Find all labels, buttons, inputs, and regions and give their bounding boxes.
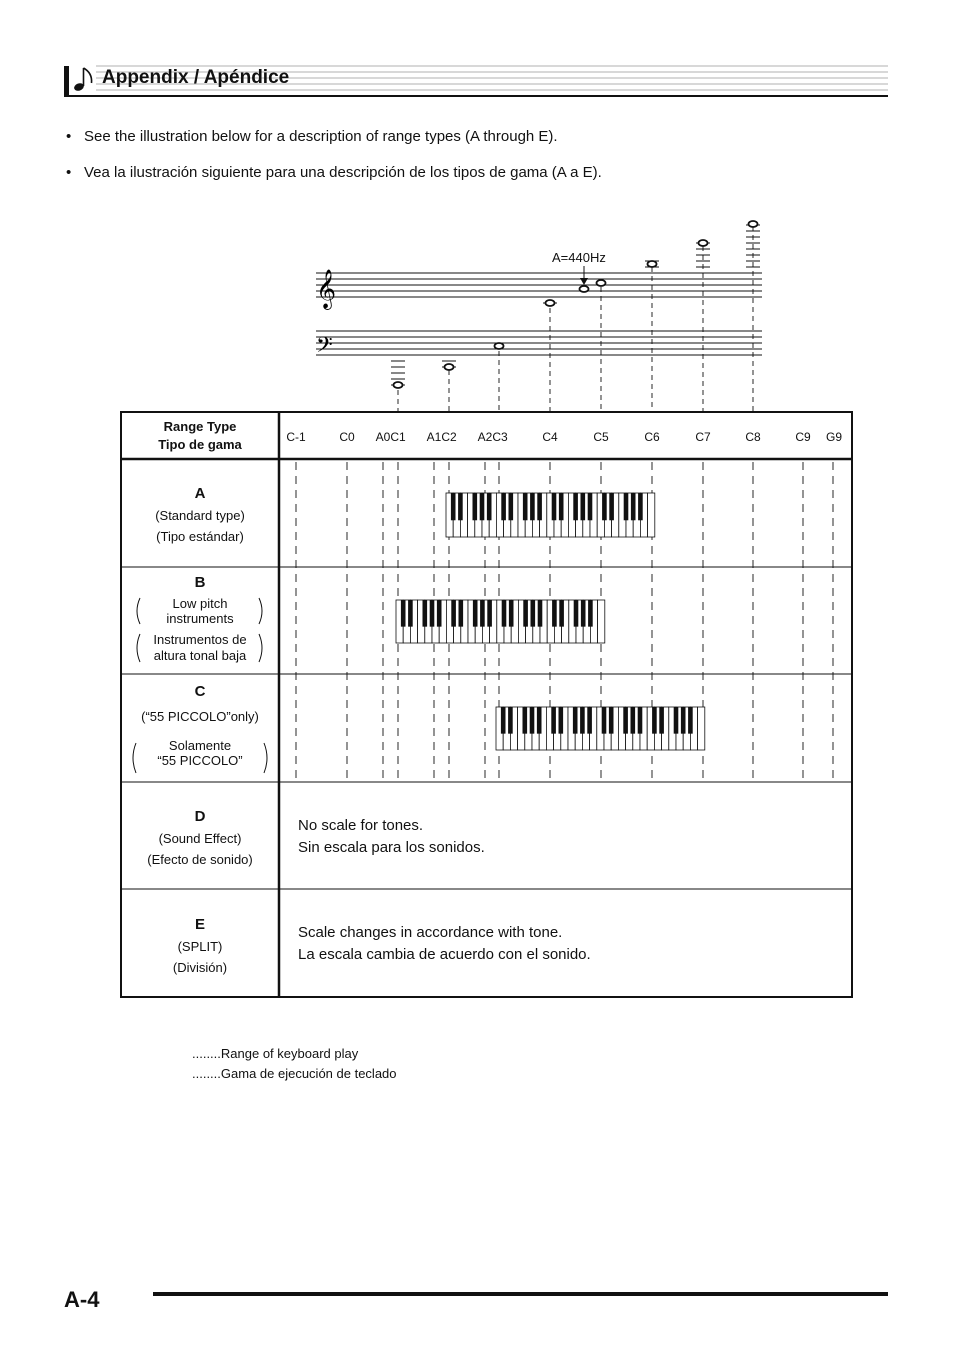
black-key xyxy=(652,707,657,734)
column-label: C-1 xyxy=(286,430,306,444)
black-key xyxy=(552,600,557,627)
black-key xyxy=(631,493,636,520)
bullet-item: • Vea la ilustración siguiente para una descripción de los tipos de gama (A a E). xyxy=(66,164,602,181)
black-key xyxy=(508,493,513,520)
black-key xyxy=(588,493,593,520)
black-key xyxy=(624,493,629,520)
black-key xyxy=(559,493,564,520)
bass-clef-icon: 𝄢 xyxy=(316,333,333,363)
black-key xyxy=(587,707,592,734)
black-key xyxy=(674,707,679,734)
bullet-text: Vea la ilustración siguiente para una descripción de los tipos de gama (A a E). xyxy=(84,164,602,181)
column-label: C6 xyxy=(644,430,660,444)
black-key xyxy=(522,707,527,734)
column-label: C4 xyxy=(542,430,558,444)
range-desc-es: altura tonal baja xyxy=(153,647,247,663)
range-desc-es: (Efecto de sonido) xyxy=(147,851,253,867)
black-key xyxy=(480,493,485,520)
desc-en: No scale for tones. xyxy=(298,817,424,834)
desc-es: Sin escala para los sonidos. xyxy=(298,838,485,856)
keyboard-range-a xyxy=(446,493,655,537)
header-en: Range Type xyxy=(163,419,237,434)
footer-rule xyxy=(153,1292,888,1296)
black-key xyxy=(609,493,614,520)
range-desc-en: (Sound Effect) xyxy=(158,831,242,846)
range-desc-en: (Standard type) xyxy=(155,508,245,523)
black-key xyxy=(638,707,643,734)
black-key xyxy=(551,707,556,734)
black-key xyxy=(580,707,585,734)
black-key xyxy=(537,707,542,734)
range-desc-en: (SPLIT) xyxy=(177,939,223,954)
header-es: Tipo de gama xyxy=(158,437,242,453)
range-desc-en: Low pitch xyxy=(172,595,228,611)
black-key xyxy=(480,600,485,627)
keyboard-range-c xyxy=(496,707,705,750)
legend-text-en: ........Range of keyboard play xyxy=(192,1046,359,1061)
black-key xyxy=(602,493,607,520)
black-key xyxy=(638,493,643,520)
white-key xyxy=(698,707,705,750)
black-key xyxy=(659,707,664,734)
black-key xyxy=(573,493,578,520)
black-key xyxy=(487,600,492,627)
black-key xyxy=(501,707,506,734)
black-key xyxy=(630,707,635,734)
black-key xyxy=(472,493,477,520)
black-key xyxy=(401,600,406,627)
range-letter: B xyxy=(194,574,206,591)
range-letter: E xyxy=(194,916,205,933)
black-key xyxy=(530,493,535,520)
range-desc-es: “55 PICCOLO” xyxy=(157,753,243,769)
row-d-description xyxy=(298,815,485,859)
treble-clef-icon: 𝄞 xyxy=(316,269,337,309)
column-label: C1 xyxy=(390,430,406,444)
column-label: G9 xyxy=(825,430,843,444)
column-label: C5 xyxy=(593,430,609,444)
black-key xyxy=(623,707,628,734)
black-key xyxy=(602,707,607,734)
range-desc-es: Solamente xyxy=(168,738,232,754)
row-b-label xyxy=(121,574,279,663)
black-key xyxy=(509,600,514,627)
row-e-description xyxy=(298,922,591,966)
black-key xyxy=(501,493,506,520)
black-key xyxy=(422,600,427,627)
black-key xyxy=(487,493,492,520)
black-key xyxy=(408,600,413,627)
black-key xyxy=(558,707,563,734)
range-letter: C xyxy=(194,683,206,700)
desc-en: Scale changes in accordance with tone. xyxy=(298,924,563,941)
white-key xyxy=(648,493,655,537)
black-key xyxy=(588,600,593,627)
column-label: A1 xyxy=(426,430,442,444)
black-key xyxy=(559,600,564,627)
column-label: A2 xyxy=(477,430,493,444)
black-key xyxy=(430,600,435,627)
black-key xyxy=(451,600,456,627)
black-key xyxy=(609,707,614,734)
keyboard-range-b xyxy=(396,600,605,643)
column-label: C2 xyxy=(441,430,457,444)
row-d-label xyxy=(121,805,279,871)
legend-text-es: ........Gama de ejecución de teclado xyxy=(192,1066,397,1081)
range-letter: D xyxy=(194,808,206,825)
row-e-label xyxy=(121,913,279,979)
bullet-item: • See the illustration below for a description of range types (A through E). xyxy=(66,128,558,145)
black-key xyxy=(538,600,543,627)
black-key xyxy=(523,493,528,520)
range-desc-es: (División) xyxy=(172,959,228,975)
range-desc-es: (Tipo estándar) xyxy=(156,528,244,544)
black-key xyxy=(681,707,686,734)
black-key xyxy=(574,600,579,627)
black-key xyxy=(530,600,535,627)
range-desc-en: (“55 PICCOLO”only) xyxy=(141,708,259,724)
black-key xyxy=(451,493,456,520)
range-desc-en: instruments xyxy=(166,611,234,627)
column-label: A0 xyxy=(375,430,391,444)
black-key xyxy=(508,707,513,734)
white-key xyxy=(598,600,605,643)
column-label: C7 xyxy=(695,430,711,444)
black-key xyxy=(688,707,693,734)
black-key xyxy=(523,600,528,627)
range-letter: A xyxy=(194,485,206,502)
black-key xyxy=(458,493,463,520)
black-key xyxy=(530,707,535,734)
bullet-text: See the illustration below for a description of range types (A through E). xyxy=(84,128,558,145)
column-label: C3 xyxy=(492,430,508,444)
column-label: C9 xyxy=(795,430,811,444)
page-number: A-4 xyxy=(64,1287,100,1312)
black-key xyxy=(580,493,585,520)
desc-es: La escala cambia de acuerdo con el sonido. xyxy=(298,945,591,963)
black-key xyxy=(458,600,463,627)
black-key xyxy=(573,707,578,734)
table-header-cell xyxy=(121,418,279,454)
row-c-label xyxy=(121,683,279,769)
black-key xyxy=(581,600,586,627)
black-key xyxy=(437,600,442,627)
black-key xyxy=(502,600,507,627)
black-key xyxy=(537,493,542,520)
pitch-label: A=440Hz xyxy=(552,250,606,265)
page-title: Appendix / Apéndice xyxy=(102,67,290,88)
column-label: C0 xyxy=(339,430,355,444)
black-key xyxy=(473,600,478,627)
range-desc-es: Instrumentos de xyxy=(153,632,247,648)
black-key xyxy=(552,493,557,520)
column-label: C8 xyxy=(745,430,761,444)
row-a-label xyxy=(121,482,279,548)
